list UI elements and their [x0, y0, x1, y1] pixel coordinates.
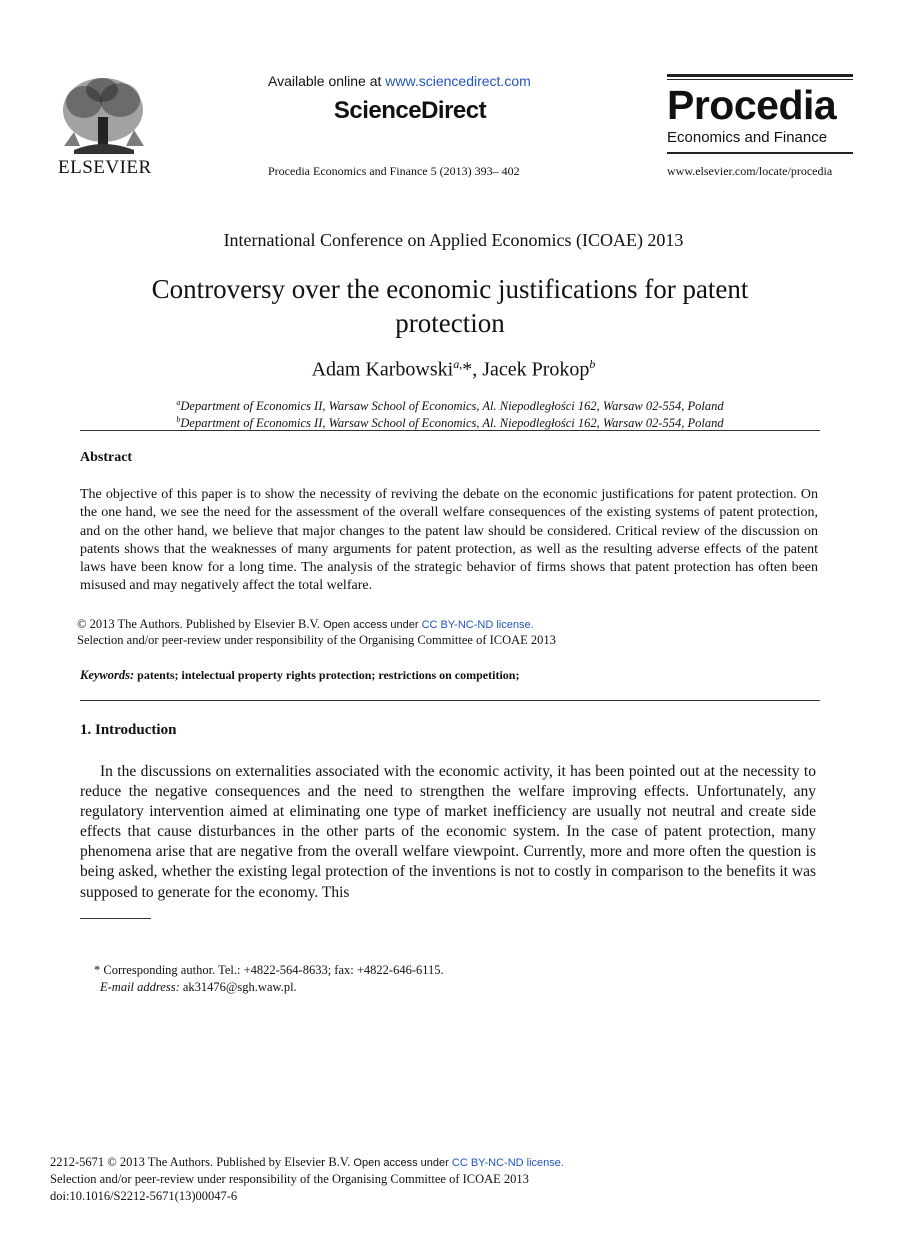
keywords-line	[80, 668, 519, 683]
affiliation-a	[80, 398, 820, 414]
corresponding-star: *	[462, 358, 473, 381]
available-online-line	[268, 73, 531, 89]
sciencedirect-brand: ScienceDirect	[333, 97, 487, 124]
email-label: E-mail address:	[100, 980, 180, 994]
conference-name: International Conference on Applied Economics (ICOAE) 2013	[223, 230, 684, 250]
footer-open-access: Open access under	[350, 1157, 452, 1169]
copyright-line	[77, 615, 534, 634]
author-1: Adam Karbowski	[311, 358, 454, 381]
footer-issn-copyright: 2212-5671 © 2013 The Authors. Published by Elsevier B.V.	[50, 1155, 351, 1169]
introduction-paragraph: In the discussions on externalities associated with the economic activity, it has been pointed out at the necessity to reduce the negative consequences and the need to strengthen the welfare improving effects. Unfortunately, any regulatory intervention aimed at eliminating one type of market inefficiency are usually not neutral and create side effects that cause disturbances in the other parts of the economic system. In the case of patent protection, many phenomena arise that are negative from the overall welfare viewpoint. Currently, more and more often the question is being asked, whether the existing legal protection of the inventions is not to costly in comparison to the benefits it was supposed to generate for the economy. This	[80, 763, 816, 901]
footnote-rule	[80, 918, 151, 919]
author-separator: ,	[472, 358, 483, 381]
paper-title	[100, 272, 800, 340]
journal-reference: Procedia Economics and Finance 5 (2013) 393– 402	[268, 164, 520, 178]
procedia-url[interactable]: www.elsevier.com/locate/procedia	[667, 152, 853, 179]
license-link[interactable]: CC BY-NC-ND license.	[421, 619, 534, 631]
procedia-name: Procedia	[667, 82, 837, 128]
author-2: Jacek Prokop	[482, 358, 590, 381]
author-2-affil-mark: b	[589, 357, 596, 371]
keywords-label: Keywords:	[80, 668, 135, 682]
procedia-logo-block	[667, 74, 853, 179]
footer-copyright	[50, 1155, 564, 1170]
footnote-email	[100, 980, 297, 995]
elsevier-wordmark: ELSEVIER	[58, 157, 152, 178]
affiliation-b-mark: b	[176, 415, 181, 424]
header-divider	[80, 430, 820, 431]
title-line-1: Controversy over the economic justifications for patent	[151, 274, 749, 304]
abstract-divider	[80, 700, 820, 701]
abstract-heading: Abstract	[80, 450, 133, 465]
authors-line	[0, 357, 907, 382]
footer-license-link[interactable]: CC BY-NC-ND license.	[451, 1157, 564, 1169]
procedia-rule-thick	[667, 74, 853, 77]
footer-selection: Selection and/or peer-review under responsibility of the Organising Committee of ICOAE 2013	[50, 1172, 529, 1186]
copyright-text: © 2013 The Authors. Published by Elsevier B.V.	[77, 617, 321, 631]
selection-note: Selection and/or peer-review under responsibility of the Organising Committee of ICOAE 2013	[77, 633, 556, 647]
procedia-subtitle: Economics and Finance	[667, 129, 828, 146]
email-address[interactable]: ak31476@sgh.waw.pl.	[179, 980, 297, 994]
affiliation-b	[80, 415, 820, 431]
footnote-corresponding-author: * Corresponding author. Tel.: +4822-564-8633; fax: +4822-646-6115.	[94, 963, 444, 977]
footer-doi[interactable]: doi:10.1016/S2212-5671(13)00047-6	[50, 1189, 238, 1203]
affiliation-b-text: Department of Economics II, Warsaw School of Economics, Al. Niepodległości 162, Warsaw 02-554, Poland	[180, 416, 724, 431]
affiliation-a-mark: a	[176, 398, 181, 407]
section-heading-introduction: 1. Introduction	[80, 722, 177, 738]
open-access-text: Open access under	[320, 619, 422, 631]
abstract-text: The objective of this paper is to show the necessity of reviving the debate on the economic justifications for patent protection. On the one hand, we see the need for the assessment of the overall welfare consequences of the existing systems of patent protection, and on the other hand, we believe that major changes to the patent law should be considered. Critical review of the discussion on patents shows that the weaknesses of many arguments for patent protection, as well as the resulting adverse effects of the patent laws have been know for a long time. The analysis of the strategic behavior of firms shows that patent protection has often been misused and may negatively affect the total welfare.	[80, 487, 818, 594]
affiliation-a-text: Department of Economics II, Warsaw School of Economics, Al. Niepodległości 162, Warsaw 02-554, Poland	[180, 399, 724, 414]
title-line-2: protection	[395, 308, 505, 338]
procedia-rule-thin	[667, 79, 853, 80]
sciencedirect-link[interactable]: www.sciencedirect.com	[385, 73, 531, 89]
author-1-affil-mark: a,	[453, 357, 463, 371]
keywords-text: patents; intelectual property rights protection; restrictions on competition;	[134, 668, 520, 682]
available-prefix: Available online at	[268, 73, 386, 89]
